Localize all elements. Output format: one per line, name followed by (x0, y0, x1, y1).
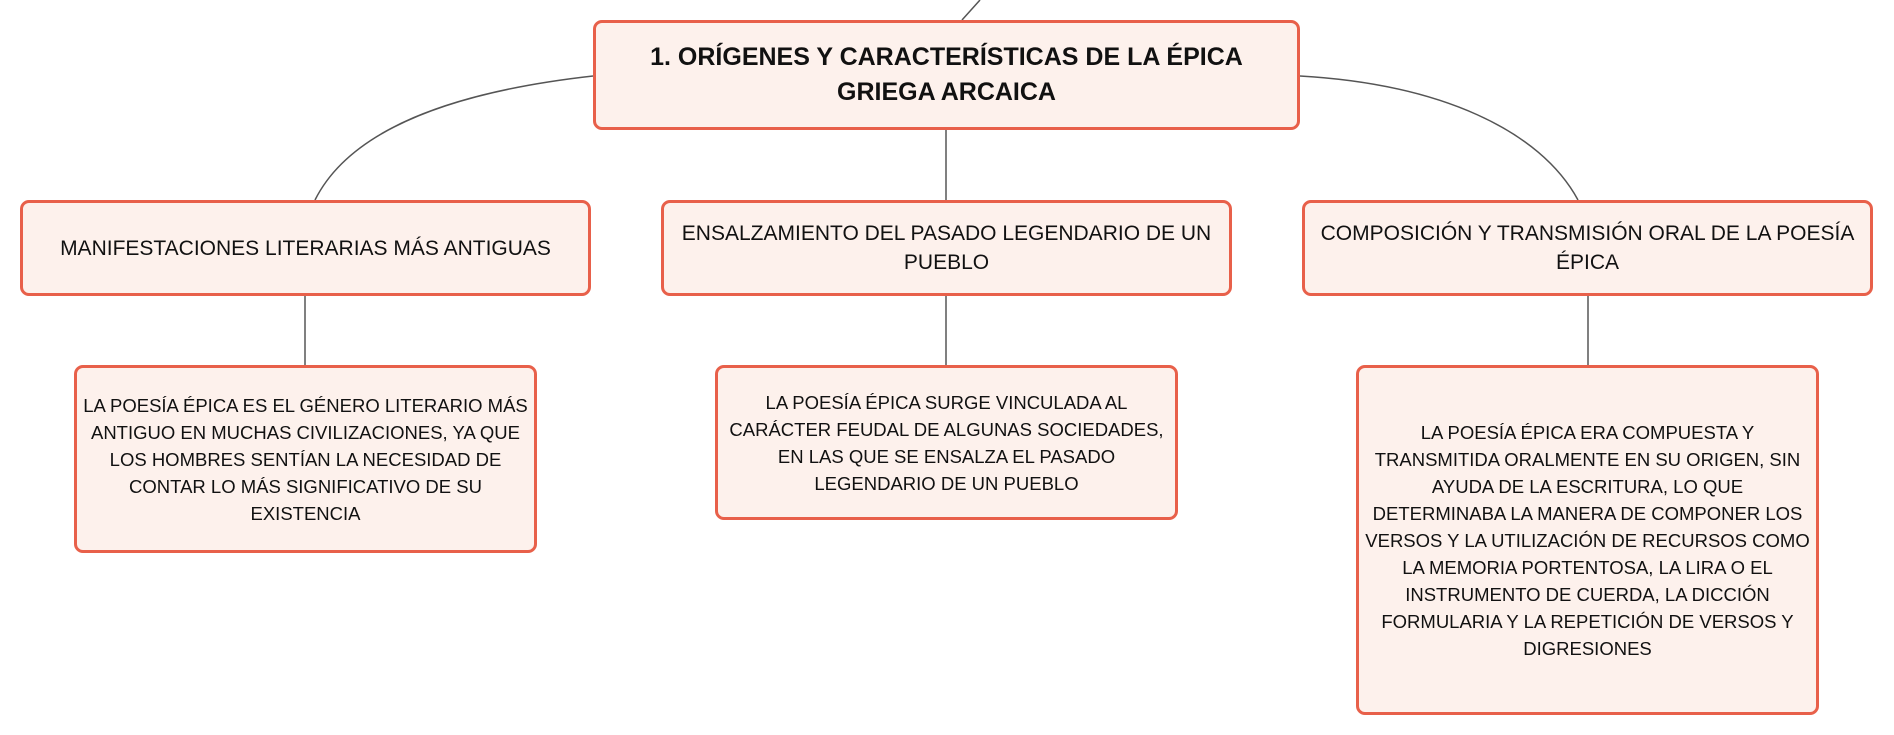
detail-node-2[interactable] (715, 365, 1178, 520)
detail-node-3[interactable] (1356, 365, 1819, 715)
topic-label: COMPOSICIÓN Y TRANSMISIÓN ORAL DE LA POESÍA ÉPICA (1320, 222, 1855, 274)
detail-text: LA POESÍA ÉPICA ES EL GÉNERO LITERARIO MÁS ANTIGUO EN MUCHAS CIVILIZACIONES, YA QUE LOS HOMBRES SENTÍAN LA NECESIDAD DE CONTAR LO MÁS SIGNIFICATIVO DE SU EXISTENCIA (83, 394, 528, 524)
connector-to-parent (962, 0, 980, 20)
detail-node-1[interactable] (74, 365, 537, 553)
topic-node-3[interactable] (1302, 200, 1873, 296)
connector-root-to-topic-3 (1300, 76, 1578, 200)
topic-node-2[interactable] (661, 200, 1232, 296)
connector-root-to-topic-1 (315, 76, 593, 200)
topic-label: ENSALZAMIENTO DEL PASADO LEGENDARIO DE UN PUEBLO (681, 222, 1212, 274)
topic-label: MANIFESTACIONES LITERARIAS MÁS ANTIGUAS (60, 236, 551, 260)
root-topic[interactable] (593, 20, 1300, 130)
root-topic-label: 1. ORÍGENES Y CARACTERÍSTICAS DE LA ÉPICA GRIEGA ARCAICA (650, 43, 1243, 106)
detail-text: LA POESÍA ÉPICA ERA COMPUESTA Y TRANSMITIDA ORALMENTE EN SU ORIGEN, SIN AYUDA DE LA ESCRITURA, LO QUE DETERMINABA LA MANERA DE COMPONER LOS VERSOS Y LA UTILIZACIÓN DE RECURSOS COMO LA MEMORIA PORTENTOSA, LA LIRA O EL INSTRUMENTO DE CUERDA, LA DICCIÓN FORMULARIA Y LA REPETICIÓN DE VERSOS Y DIGRESIONES (1365, 421, 1810, 659)
topic-node-1[interactable] (20, 200, 591, 296)
detail-text: LA POESÍA ÉPICA SURGE VINCULADA AL CARÁCTER FEUDAL DE ALGUNAS SOCIEDADES, EN LAS QUE SE ENSALZA EL PASADO LEGENDARIO DE UN PUEBLO (729, 391, 1164, 494)
